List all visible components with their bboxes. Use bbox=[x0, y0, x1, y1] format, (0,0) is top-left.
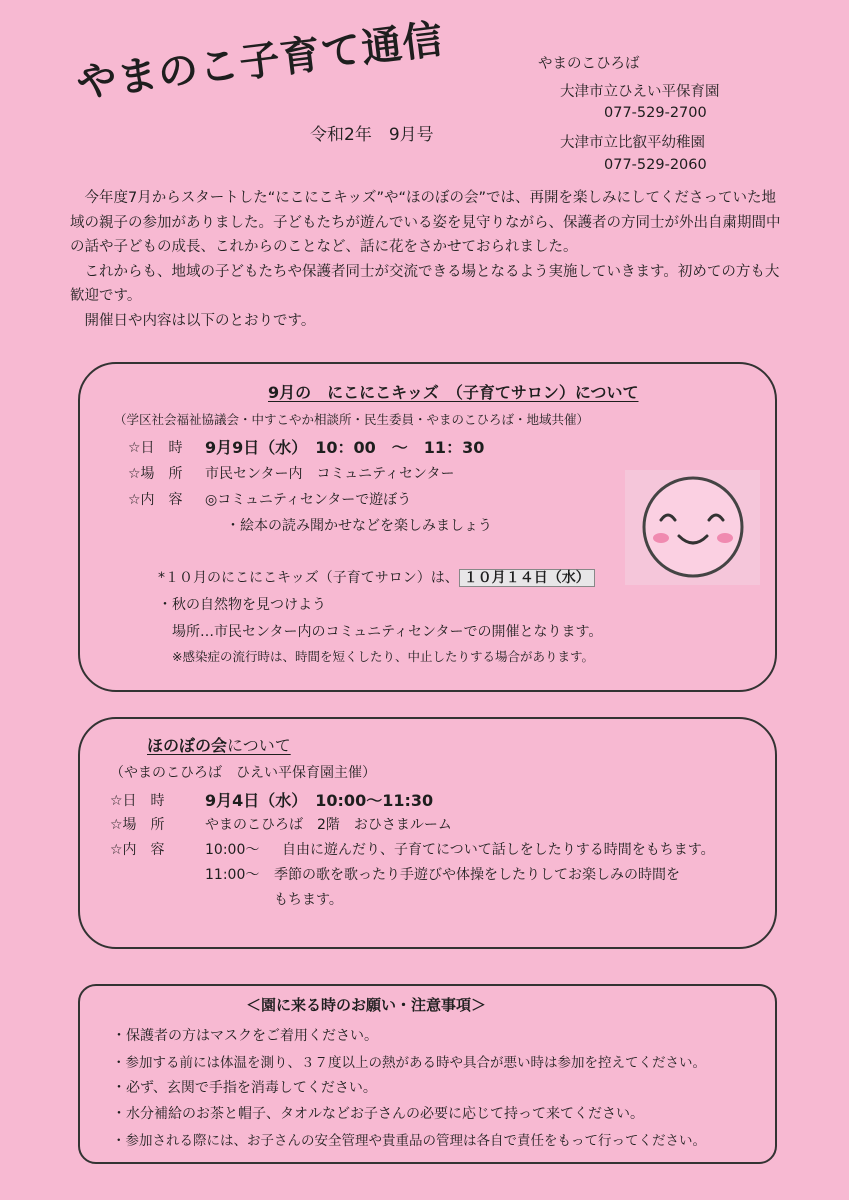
intro-paragraph-2: これからも、地域の子どもたちや保護者同士が交流できる場となるよう実施していきます。初めての方も大歓迎です。 bbox=[70, 263, 780, 304]
niko-date-value: 9月9日（水） 10：00 ～ 11：30 bbox=[205, 438, 485, 457]
october-date: １０月１４日（水） bbox=[459, 569, 595, 587]
contact-phone-2: 077-529-2060 bbox=[604, 157, 707, 173]
intro-paragraph-1: 今年度7月からスタートした“にこにこキッズ”や“ほのぼの会”では、再開を楽しみにしてくださっていた地域の親子の参加がありました。子どもたちが遊んでいる姿を見守りながら、保護者の方同士が外出自粛期間中の話や子どもの成長、これからのことなど、話に花をさかせておられました。 bbox=[70, 190, 781, 255]
notice-item: ・保護者の方はマスクをご着用ください。 bbox=[112, 1028, 378, 1044]
october-item: ・秋の自然物を見つけよう bbox=[158, 597, 326, 613]
honobono-content-label: ☆内 容 bbox=[110, 842, 165, 858]
honobono-place-label: ☆場 所 bbox=[110, 817, 165, 833]
notice-item: ・参加する前には体温を測り、３７度以上の熱がある時や具合が悪い時は参加を控えてください。 bbox=[112, 1055, 706, 1071]
honobono-heading-bold: ほのぼの会 bbox=[147, 736, 228, 755]
october-prefix: *１０月のにこにこキッズ（子育てサロン）は、 bbox=[158, 570, 459, 586]
notice-item: ・必ず、玄関で手指を消毒してください。 bbox=[112, 1080, 377, 1096]
niko-date-label: ☆日 時 bbox=[128, 440, 183, 456]
contact-school-1: 大津市立ひえい平保育園 bbox=[560, 84, 720, 100]
honobono-date-value: 9月4日（水） 10:00～11:30 bbox=[205, 791, 434, 810]
niko-kids-heading: 9月の にこにこキッズ （子育てサロン）について bbox=[268, 383, 639, 402]
infection-note: ※感染症の流行時は、時間を短くしたり、中止したりする場合があります。 bbox=[172, 649, 594, 664]
niko-place-label: ☆場 所 bbox=[128, 466, 183, 482]
honobono-time-1: 10:00～ bbox=[205, 842, 260, 858]
october-notice bbox=[158, 567, 595, 587]
honobono-heading-rest: について bbox=[227, 736, 291, 755]
intro-text bbox=[70, 186, 790, 333]
october-place: 場所…市民センター内のコミュニティセンターでの開催となります。 bbox=[172, 624, 603, 640]
honobono-heading bbox=[147, 733, 291, 756]
niko-content-1: ◎コミュニティセンターで遊ぼう bbox=[205, 492, 412, 508]
honobono-sponsor: （やまのこひろば ひえい平保育園主催） bbox=[110, 765, 376, 781]
contact-phone-1: 077-529-2700 bbox=[604, 105, 707, 121]
smiley-face-icon bbox=[625, 470, 760, 585]
notice-heading: ＜園に来る時のお願い・注意事項＞ bbox=[246, 996, 487, 1014]
newsletter-title: やまのこ子育て通信 bbox=[74, 16, 447, 108]
niko-place-value: 市民センター内 コミュニティセンター bbox=[205, 466, 455, 482]
contact-org: やまのこひろば bbox=[538, 56, 640, 72]
honobono-desc-1: 自由に遊んだり、子育てについて話しをしたりする時間をもちます。 bbox=[282, 842, 715, 858]
honobono-desc-2a: 季節の歌を歌ったり手遊びや体操をしたりしてお楽しみの時間を bbox=[274, 867, 680, 883]
niko-kids-sponsors: （学区社会福祉協議会・中すこやか相談所・民生委員・やまのこひろば・地域共催） bbox=[114, 412, 590, 427]
notice-item: ・水分補給のお茶と帽子、タオルなどお子さんの必要に応じて持って来てください。 bbox=[112, 1106, 644, 1122]
niko-content-2: ・絵本の読み聞かせなどを楽しみましょう bbox=[226, 518, 492, 534]
honobono-desc-2b: もちます。 bbox=[274, 892, 343, 908]
honobono-date-label: ☆日 時 bbox=[110, 793, 165, 809]
honobono-time-2: 11:00～ bbox=[205, 867, 260, 883]
contact-school-2: 大津市立比叡平幼稚園 bbox=[560, 135, 705, 151]
intro-paragraph-3: 開催日や内容は以下のとおりです。 bbox=[84, 312, 316, 329]
issue-date: 令和2年 9月号 bbox=[310, 125, 434, 145]
honobono-place-value: やまのこひろば 2階 おひさまルーム bbox=[205, 817, 452, 833]
notice-item: ・参加される際には、お子さんの安全管理や貴重品の管理は各自で責任をもって行ってください。 bbox=[112, 1133, 706, 1149]
niko-content-label: ☆内 容 bbox=[128, 492, 183, 508]
